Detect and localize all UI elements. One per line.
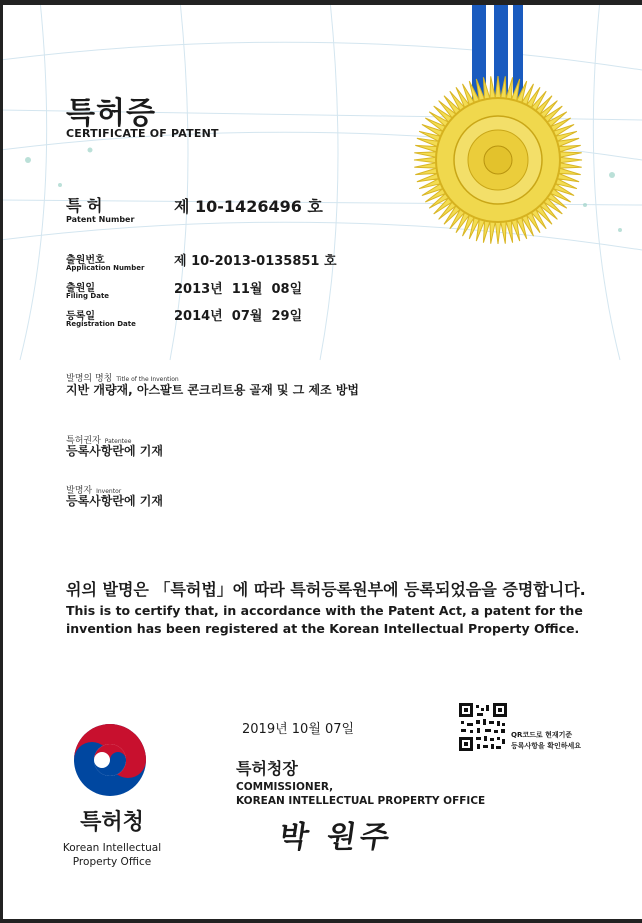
- inventor-label-ko: 발명자: [66, 486, 93, 496]
- patent-number-label: 특 허: [66, 196, 103, 215]
- certification-statement-en: This is to certify that, in accordance with the Patent Act, a patent for the invention has been registered at the Korean Intellectual Property Office.: [66, 603, 583, 636]
- invention-label-en: Title of the Invention: [116, 376, 179, 383]
- filing-date-value: 2013년 11월 08일: [174, 282, 303, 297]
- invention-title: 지반 개량재, 아스팔트 콘크리트용 골재 및 그 제조 방법: [66, 383, 360, 397]
- issue-date: 2019년 10월 07일: [242, 722, 355, 737]
- certificate-title: 특허증: [66, 96, 156, 131]
- filing-date-label-en: Filing Date: [66, 292, 110, 300]
- qr-instruction-line1: QR코드로 현재기준: [511, 731, 573, 739]
- taegeuk-logo-icon: [72, 722, 148, 798]
- certification-statement-ko: 위의 발명은 「특허법」에 따라 특허등록원부에 등록되었음을 증명합니다.: [66, 580, 586, 599]
- patentee-label-ko: 특허권자: [66, 436, 101, 446]
- patent-number-label-en: Patent Number: [66, 215, 135, 224]
- patent-number-value: 제 10-1426496 호: [174, 197, 323, 216]
- commissioner-line1: COMMISSIONER,: [236, 781, 334, 793]
- certificate-subtitle: CERTIFICATE OF PATENT: [66, 127, 219, 140]
- registration-date-label: 등록일: [66, 311, 95, 322]
- qr-instruction-line2: 등록사항을 확인하세요: [511, 742, 582, 750]
- qr-code[interactable]: [459, 703, 507, 751]
- registration-date-label-en: Registration Date: [66, 320, 136, 328]
- office-name-en-line2: Property Office: [72, 856, 152, 868]
- office-name-en-line1: Korean Intellectual: [62, 842, 162, 854]
- commissioner-line2: KOREAN INTELLECTUAL PROPERTY OFFICE: [236, 795, 486, 807]
- patentee-label-en: Patentee: [104, 438, 132, 445]
- commissioner-title: 특허청장: [236, 759, 298, 778]
- qr-instruction: [511, 730, 611, 752]
- invention-label-ko: 발명의 명칭: [66, 374, 113, 384]
- filing-date-label: 출원일: [66, 283, 95, 294]
- office-name-en: [52, 841, 172, 869]
- application-number-label: 출원번호: [66, 255, 105, 266]
- inventor-value: 등록사항란에 기재: [66, 494, 163, 508]
- application-number-value: 제 10-2013-0135851 호: [174, 254, 337, 269]
- application-number-label-en: Application Number: [66, 264, 145, 272]
- inventor-label-en: Inventor: [96, 488, 122, 495]
- commissioner-title-en: [236, 780, 485, 808]
- patentee-value: 등록사항란에 기재: [66, 444, 163, 458]
- commissioner-signature: 박 원주: [277, 820, 396, 855]
- registration-date-value: 2014년 07월 29일: [174, 309, 303, 324]
- office-name-ko: 특허청: [80, 810, 144, 835]
